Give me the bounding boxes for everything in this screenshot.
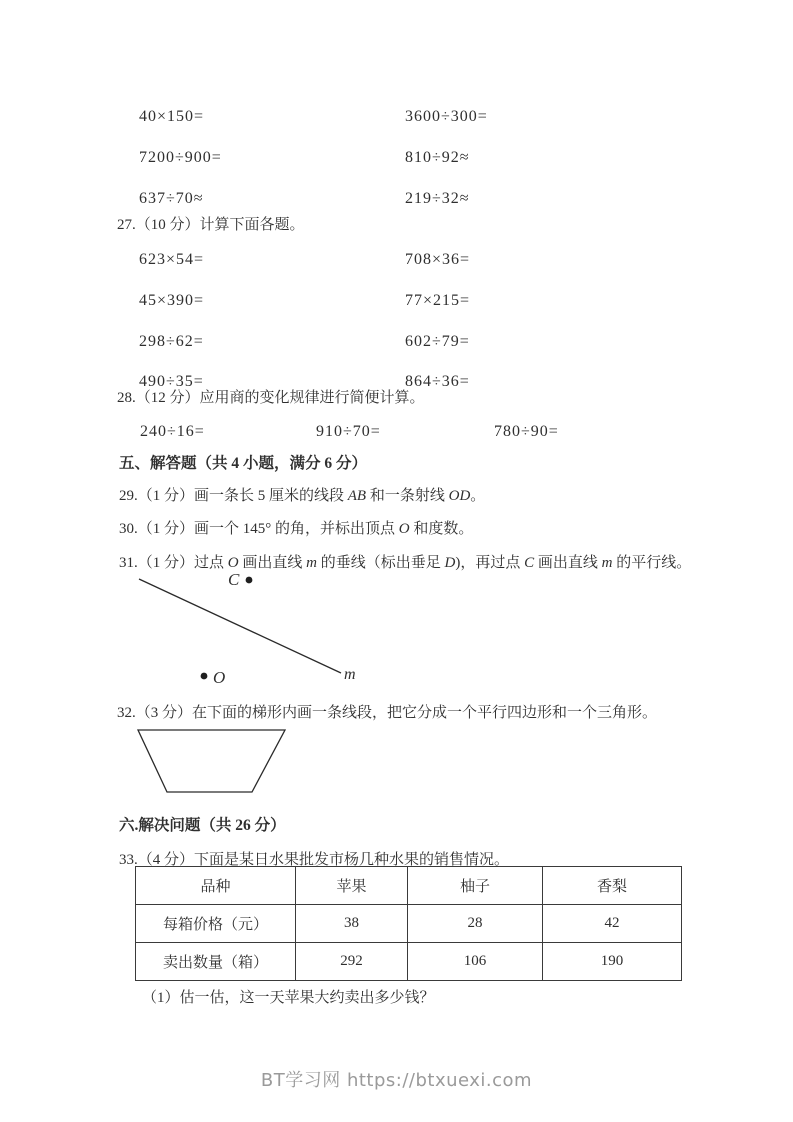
- math-var: m: [306, 555, 317, 571]
- math-var: C: [524, 555, 535, 571]
- calc-expression: 40×150=: [139, 108, 205, 125]
- calc-expression: 780÷90=: [494, 423, 559, 440]
- calc-expression: 45×390=: [139, 292, 205, 309]
- question-text: 。: [470, 488, 486, 504]
- calc-expression: 810÷92≈: [405, 149, 470, 166]
- table-header-cell: 品种: [136, 867, 296, 905]
- math-var: AB: [347, 488, 367, 504]
- trapezoid-shape: [138, 730, 285, 792]
- question-text: 和一条射线: [366, 488, 449, 504]
- calc-expression: 623×54=: [139, 251, 205, 268]
- calc-expression: 298÷62=: [139, 333, 204, 350]
- question-28-label: 28.（12 分）应用商的变化规律进行简便计算。: [117, 390, 425, 406]
- question-33-sub1: （1）估一估，这一天苹果大约卖出多少钱？: [142, 990, 435, 1006]
- math-var: O: [398, 521, 410, 537]
- question-text: 画出直线: [238, 555, 307, 571]
- section-5-title: 五、解答题（共 4 小题，满分 6 分）: [119, 455, 368, 472]
- calc-expression: 77×215=: [405, 292, 471, 309]
- point-o-label: O: [213, 668, 226, 687]
- question-27-label: 27.（10 分）计算下面各题。: [117, 217, 305, 233]
- math-var: O: [227, 555, 239, 571]
- math-var: D: [444, 555, 456, 571]
- table-cell: 每箱价格（元）: [136, 905, 296, 943]
- line-m-figure: [125, 560, 375, 690]
- question-text: 的垂线（标出垂足: [316, 555, 445, 571]
- line-m-label: m: [344, 666, 356, 683]
- table-row: [136, 943, 682, 981]
- trapezoid-figure: [128, 724, 298, 799]
- question-text: 的平行线。: [612, 555, 692, 571]
- table-header-cell: 柚子: [408, 867, 543, 905]
- table-row: [136, 905, 682, 943]
- calc-expression: 7200÷900=: [139, 149, 222, 166]
- calc-expression: 3600÷300=: [405, 108, 488, 125]
- line-m: [139, 579, 341, 673]
- calc-expression: 219÷32≈: [405, 190, 470, 207]
- point-o-dot: [201, 673, 208, 680]
- calc-expression: 602÷79=: [405, 333, 470, 350]
- table-cell: 28: [408, 905, 543, 943]
- math-var: OD: [448, 488, 471, 504]
- math-var: m: [601, 555, 613, 571]
- question-text: 30.（1 分）画一个 145° 的角，并标出顶点: [119, 521, 399, 537]
- table-cell: 38: [296, 905, 408, 943]
- calc-expression: 637÷70≈: [139, 190, 204, 207]
- question-text: 29.（1 分）画一条长 5 厘米的线段: [119, 488, 348, 504]
- fruit-sales-table: [135, 866, 682, 981]
- point-c-dot: [246, 577, 253, 584]
- table-cell: 卖出数量（箱）: [136, 943, 296, 981]
- table-header-row: [136, 867, 682, 905]
- question-text: 31.（1 分）过点: [119, 555, 228, 571]
- question-33-label: 33.（4 分）下面是某日水果批发市杨几种水果的销售情况。: [119, 852, 510, 868]
- table-cell: 106: [408, 943, 543, 981]
- table-header-cell: 苹果: [296, 867, 408, 905]
- question-text: )，再过点: [455, 555, 525, 571]
- question-32-label: 32.（3 分）在下面的梯形内画一条线段，把它分成一个平行四边形和一个三角形。: [117, 705, 658, 721]
- calc-expression: 240÷16=: [140, 423, 205, 440]
- calc-expression: 490÷35=: [139, 373, 204, 390]
- section-6-title: 六.解决问题（共 26 分）: [119, 817, 286, 834]
- footer-watermark: BT学习网 https://btxuexi.com: [260, 1070, 533, 1091]
- point-c-label: C: [228, 570, 240, 589]
- table-header-cell: 香梨: [543, 867, 682, 905]
- calc-expression: 864÷36=: [405, 373, 470, 390]
- table-cell: 42: [543, 905, 682, 943]
- table-cell: 190: [543, 943, 682, 981]
- question-30-label: [119, 517, 473, 538]
- question-29-label: [119, 484, 485, 505]
- calc-expression: 708×36=: [405, 251, 471, 268]
- question-text: 和度数。: [409, 521, 474, 537]
- table-cell: 292: [296, 943, 408, 981]
- calc-expression: 910÷70=: [316, 423, 381, 440]
- question-text: 画出直线: [534, 555, 602, 571]
